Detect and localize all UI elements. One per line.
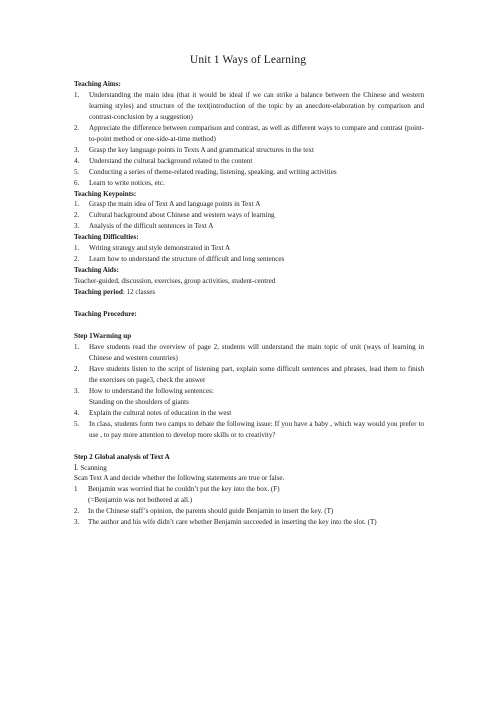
teaching-keypoints-list (74, 199, 424, 232)
teaching-keypoints-heading: Teaching Keypoints: (74, 189, 137, 198)
document-body (74, 79, 424, 528)
true-false-statement: 2. In the Chinese staff’s opinion, the parents should guide Benjamin to insert the key. (T) (74, 507, 334, 516)
list-item: 1. Writing strategy and style demonstrated in Text A (74, 244, 231, 253)
teaching-period-value: : 12 classes (122, 288, 156, 297)
scanning-instruction: Scan Text A and decide whether the following statements are true or false. (74, 474, 285, 483)
list-item: 5. Conducting a series of theme-related reading, listening, speaking, and writing activities (74, 167, 337, 176)
list-item: 1. Have students read the overview of page 2, students will understand the main topic of unit (ways of learning in Chinese and western countries) (74, 342, 424, 362)
teaching-aids-heading: Teaching Aids: (74, 266, 119, 275)
list-item: 5. In class, students form two camps to debate the following issue: If you have a baby , which way would you prefer to use , to pay more attention to develop more skills or to creativity? (74, 419, 424, 439)
true-false-statement: 1 Benjamin was worried that he couldn’t put the key into the box. (F) (74, 485, 280, 494)
list-item: 4. Explain the cultural notes of education in the west (74, 408, 232, 417)
list-item: 3. Analysis of the difficult sentences in Text A (74, 222, 214, 231)
step2-heading: Step 2 Global analysis of Text A (74, 452, 170, 461)
statement-note: (=Benjamin was not bothered at all.) (88, 496, 193, 505)
list-item: 6. Learn to write notices, etc. (74, 178, 165, 187)
scanning-heading: Ⅰ. Scanning (74, 463, 107, 472)
teaching-period-label: Teaching period (74, 288, 123, 297)
list-item: 3. Grasp the key language points in Texts A and grammatical structures in the text (74, 145, 314, 154)
list-item: 4. Understand the cultural background related to the content (74, 156, 253, 165)
list-item: 1. Understanding the main idea (that it would be ideal if we can strike a balance between the Chinese and western learning styles) and structure of the text(introduction of the topic by an anecdote-elaboration by comparison and contrast-conclusion by a suggestion) (74, 90, 424, 121)
list-item: 2. Have students listen to the script of listening part, explain some difficult sentences and phrases, lead them to finish the exercises on page3, check the answer (74, 364, 424, 384)
list-item: 2. Cultural background about Chinese and western ways of learning (74, 211, 275, 220)
teaching-aids-text: Teacher-guided, discussion, exercises, group activities, student-centred (74, 277, 276, 286)
list-item: 2. Learn how to understand the structure of difficult and long sentences (74, 255, 285, 264)
teaching-aims-heading: Teaching Aims: (74, 80, 121, 88)
list-item: 1. Grasp the main idea of Text A and language points in Text A (74, 200, 261, 209)
step1-list (74, 342, 424, 441)
teaching-difficulties-list (74, 243, 424, 265)
list-item: 3. How to understand the following sentences: Standing on the shoulders of giants (74, 386, 214, 406)
true-false-statement: 3. The author and his wife didn’t care whether Benjamin succeeded in inserting the key into the slot. (T) (74, 518, 377, 527)
step1-heading: Step 1Warming up (74, 332, 132, 341)
teaching-difficulties-heading: Teaching Difficulties: (74, 233, 139, 242)
step1-sub-line: Standing on the shoulders of giants (89, 397, 189, 406)
teaching-period (74, 287, 424, 298)
teaching-aims-list (74, 90, 424, 189)
list-item: 2. Appreciate the difference between comparison and contrast, as well as different ways to compare and contrast (point-to-point method or one-side-at-time method) (74, 123, 424, 143)
page-title: Unit 1 Ways of Learning (189, 54, 307, 66)
teaching-procedure-heading: Teaching Procedure: (74, 310, 137, 319)
